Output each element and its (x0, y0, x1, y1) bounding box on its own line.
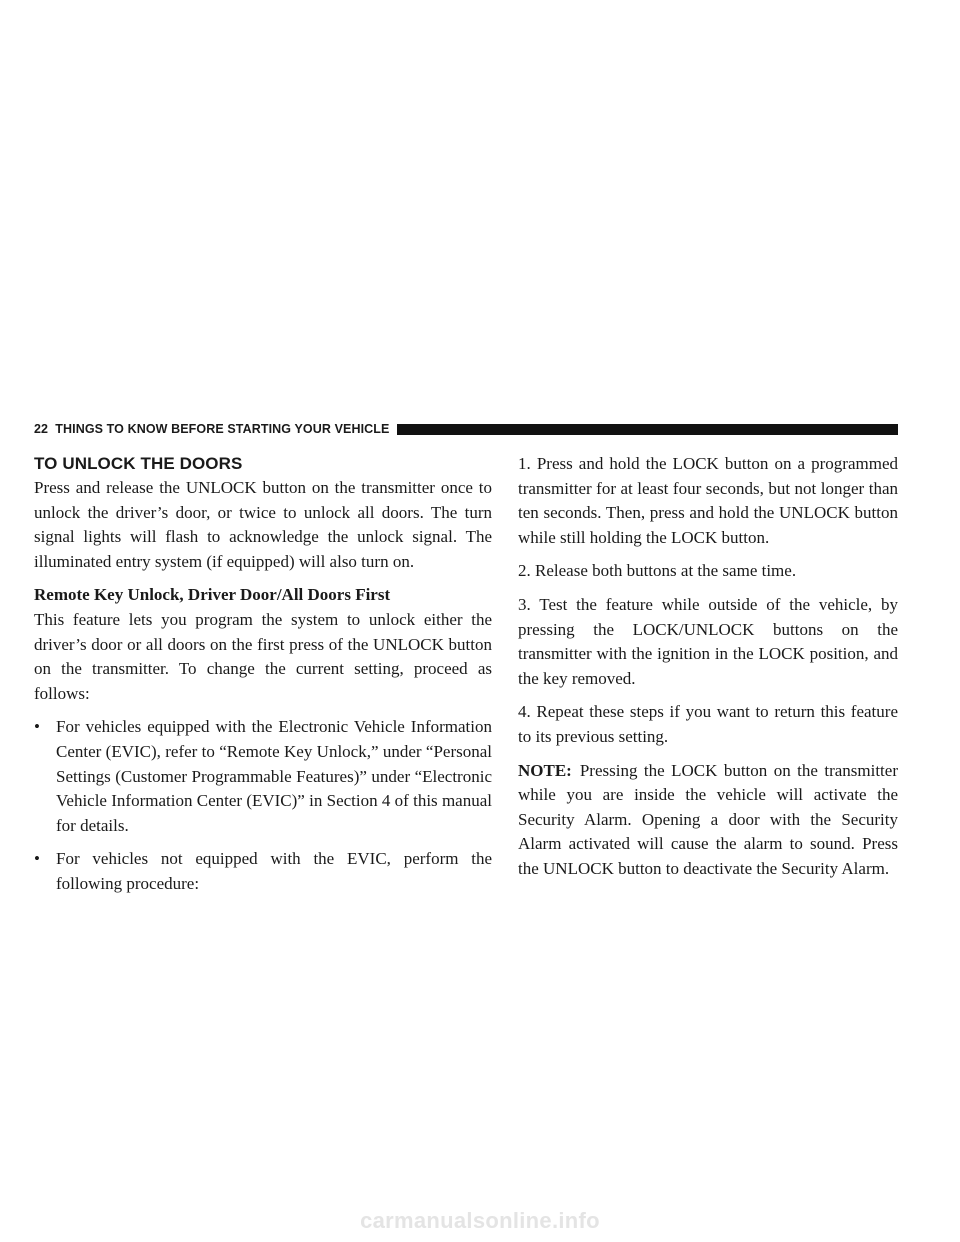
step-3: 3. Test the feature while outside of the vehicle, by pressing the LOCK/UNLOCK buttons on the transmitter with the ignition in the LOCK position, and the key removed. (518, 594, 898, 688)
bullet-item (34, 847, 492, 896)
step-1: 1. Press and hold the LOCK button on a programmed transmitter for at least four seconds, but not longer than ten seconds. Then, press and hold the UNLOCK button while still holding the LOCK button. (518, 454, 898, 547)
bullet-text: For vehicles not equipped with the EVIC, perform the following procedure: (56, 849, 492, 893)
bullet-icon: • (34, 717, 40, 737)
running-header (34, 418, 898, 440)
bullet-icon: • (34, 849, 40, 869)
note-paragraph (518, 759, 898, 882)
step-2: 2. Release both buttons at the same time. (518, 561, 797, 581)
subheading: Remote Key Unlock, Driver Door/All Doors First (34, 585, 391, 605)
header-rule (397, 424, 898, 435)
footer-watermark (0, 1208, 960, 1234)
right-column (518, 452, 898, 891)
intro-paragraph: Press and release the UNLOCK button on the transmitter once to unlock the driver’s door, or twice to unlock all doors. The turn signal lights will flash to acknowledge the unlock signal. The illuminated entry system (if equipped) will also turn on. (34, 478, 492, 571)
bullet-item (34, 715, 492, 838)
step-4: 4. Repeat these steps if you want to return this feature to its previous setting. (518, 702, 898, 746)
section-heading: TO UNLOCK THE DOORS (34, 454, 243, 473)
left-column (34, 452, 492, 906)
bullet-text: For vehicles equipped with the Electronic Vehicle Information Center (EVIC), refer to “Remote Key Unlock,” under “Personal Settings (Customer Programmable Features)” under “Electronic Vehicle Information Center (EVIC)” in Section 4 of this manual for details. (56, 717, 492, 835)
note-text: Pressing the LOCK button on the transmitter while you are inside the vehicle will activate the Security Alarm. Opening a door with the Security Alarm activated will cause the alarm to sound. Press the UNLOCK button to deactivate the Security Alarm. (518, 760, 898, 878)
header-text (34, 422, 389, 436)
sub-intro-paragraph: This feature lets you program the system to unlock either the driver’s door or all doors on the first press of the UNLOCK button on the transmitter. To change the current setting, proceed as follows: (34, 609, 492, 703)
note-label: NOTE: (518, 760, 572, 780)
watermark-text: carmanualsonline.info (360, 1208, 600, 1233)
chapter-title: THINGS TO KNOW BEFORE STARTING YOUR VEHICLE (55, 422, 390, 436)
page-number: 22 (34, 422, 49, 436)
